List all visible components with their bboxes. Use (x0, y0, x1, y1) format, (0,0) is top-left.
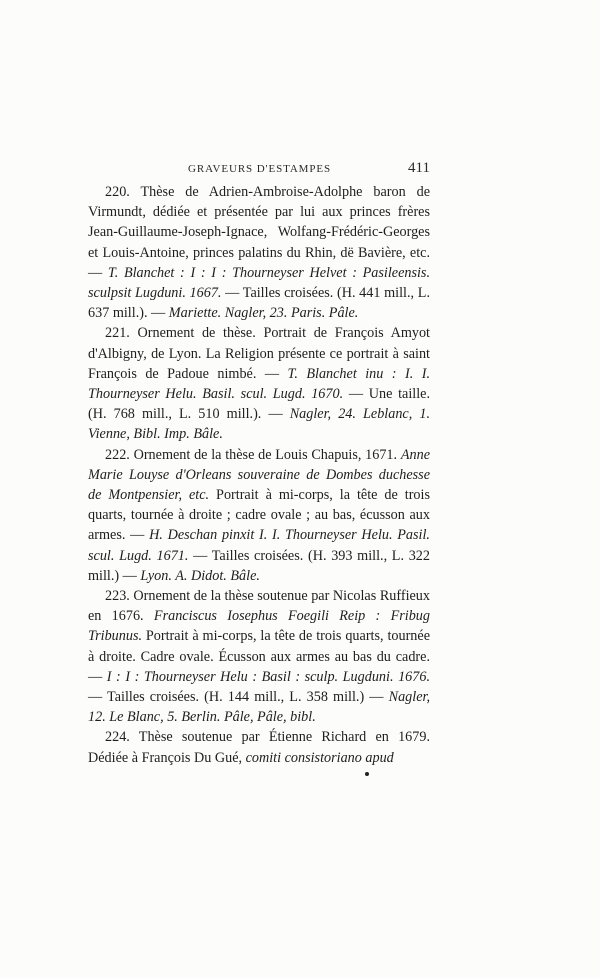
italic-citation: T. Blanchet inu : I. I. Thourneyser Helu. Basil. scul. Lugd. 1670. (88, 365, 430, 403)
running-title: GRAVEURS D'ESTAMPES (188, 163, 331, 175)
entry-text: — Une taille. (H. 768 mill., L. 510 mill.). — (88, 386, 430, 423)
entry-text: Portrait à mi-corps, la tête de trois quarts, tournée à droite. Cadre ovale. Écusson aux armes au bas du cadre. — (88, 628, 430, 685)
catalogue-entries (88, 182, 430, 768)
entry-text: — Tailles croisées. (H. 441 mill., L. 637 mill.). — (88, 285, 430, 322)
italic-citation: Lyon. A. Didot. Bâle. (140, 567, 260, 584)
entry-220 (88, 182, 430, 323)
entry-224 (88, 727, 430, 767)
italic-citation: I : I : Thourneyser Helu : Basil : sculp. Lugduni. 1676. (106, 668, 430, 685)
italic-citation: Franciscus Iosephus Foegili Reip : Fribug Tribunus. (88, 608, 430, 645)
page-header (88, 160, 430, 182)
entry-text: 224. Thèse soutenue par Étienne Richard en 1679. Dédiée à François Du Gué, (88, 729, 430, 766)
italic-citation: Nagler, 12. Le Blanc, 5. Berlin. Pâle, Pâle, bibl. (88, 689, 430, 726)
entry-222 (88, 445, 430, 586)
entry-text: Portrait à mi-corps, la tête de trois quarts, tournée à droite ; cadre ovale ; au bas, écusson aux armes. — (88, 487, 430, 544)
entry-text: — Tailles croisées. (H. 393 mill., L. 322 mill.) — (88, 547, 430, 584)
entry-text: 221. Ornement de thèse. Portrait de François Amyot d'Albigny, de Lyon. La Religion présente ce portrait à saint François de Padoue nimbé. — (88, 325, 430, 382)
italic-citation: comiti consistoriano apud (245, 749, 394, 766)
entry-223 (88, 586, 430, 727)
entry-text: — Tailles croisées. (H. 144 mill., L. 358 mill.) — (88, 689, 389, 706)
page-number: 411 (408, 160, 430, 176)
italic-citation: H. Deschan pinxit I. I. Thourneyser Helu. Pasil. scul. Lugd. 1671. (88, 527, 430, 564)
italic-citation: Anne Marie Louyse d'Orleans souveraine de Dombes duchesse de Montpensier, etc. (88, 446, 430, 504)
entry-221 (88, 323, 430, 444)
entry-text: 220. Thèse de Adrien-Ambroise-Adolphe baron de Virmundt, dédiée et présentée par lui aux princes frères Jean-Guillaume-Joseph-Ignace, Wolfang-Frédéric-Georges et Louis-Antoine, princes palatins du Rhin, dë Bavière, etc. — (88, 184, 430, 281)
entry-text: 222. Ornement de la thèse de Louis Chapuis, 1671. (105, 446, 401, 463)
italic-citation: T. Blanchet : I : I : Thourneyser Helvet : Pasileensis. sculpsit Lugduni. 1667. (88, 264, 431, 302)
italic-citation: Mariette. Nagler, 23. Paris. Pâle. (168, 305, 359, 322)
italic-citation: Nagler, 24. Leblanc, 1. Vienne, Bibl. Imp. Bâle. (88, 406, 430, 443)
entry-text: 223. Ornement de la thèse soutenue par Nicolas Ruffieux en 1676. (88, 588, 430, 625)
ink-dot (365, 772, 369, 776)
